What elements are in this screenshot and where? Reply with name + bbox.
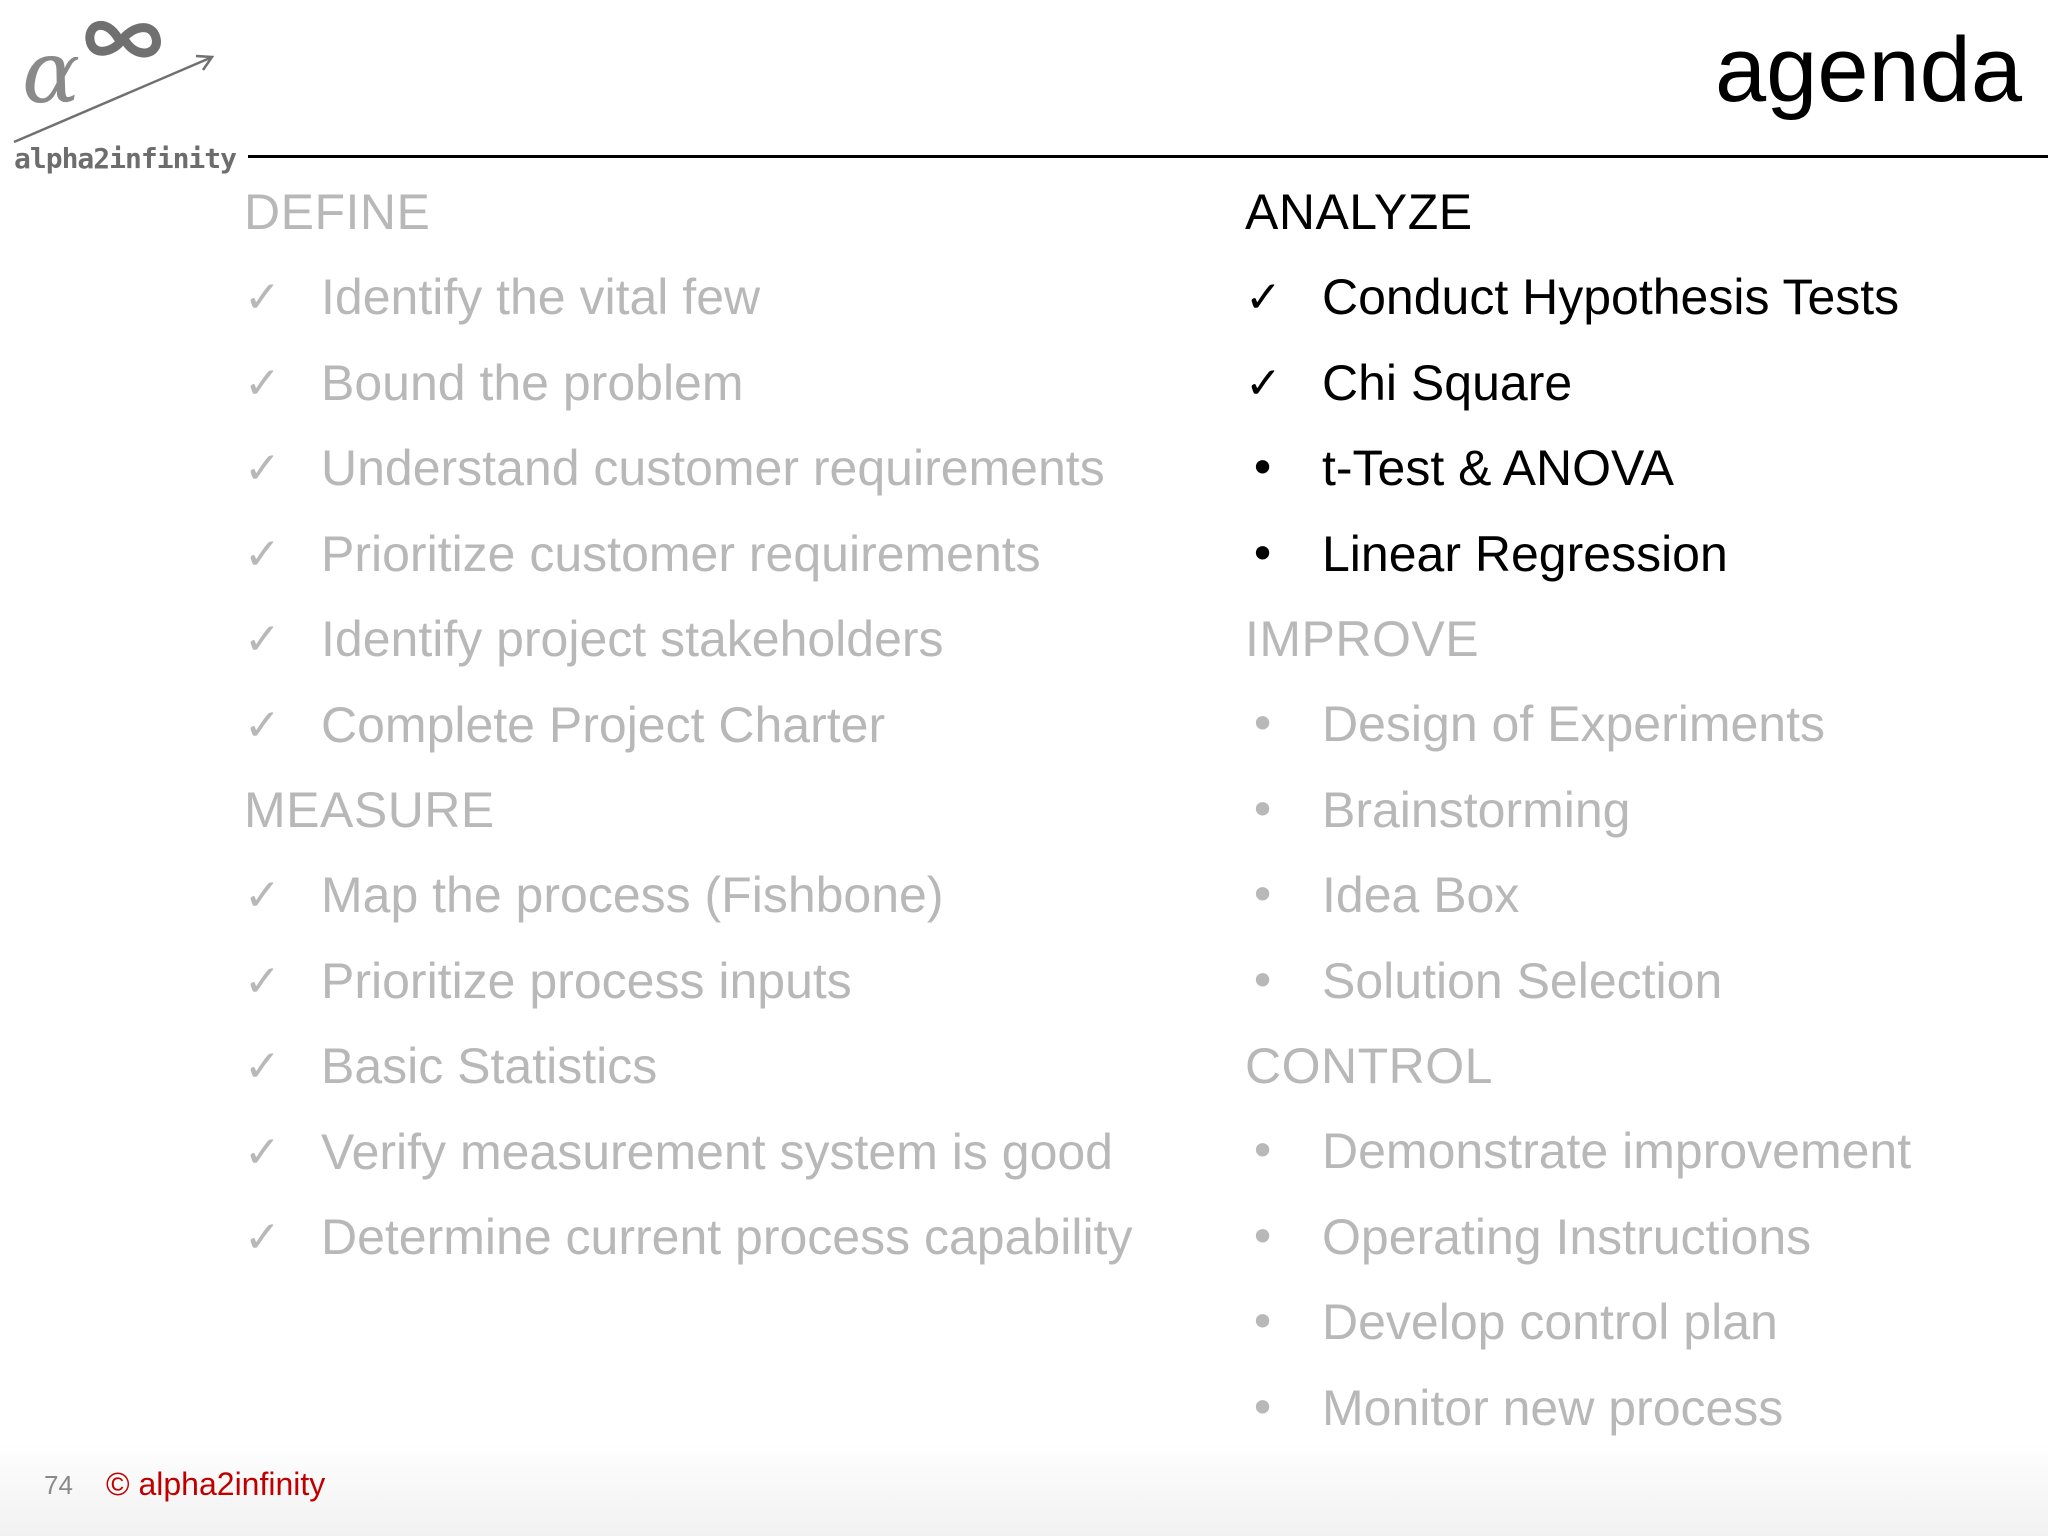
right-column xyxy=(1245,170,2035,1451)
agenda-item xyxy=(244,939,1244,1025)
agenda-item xyxy=(244,1195,1244,1281)
agenda-item-label: Conduct Hypothesis Tests xyxy=(1322,269,1900,325)
agenda-item xyxy=(1245,768,2035,854)
agenda-item-label: Linear Regression xyxy=(1322,525,1728,582)
section-heading: CONTROL xyxy=(1245,1038,1493,1094)
alpha-infinity-logo-icon xyxy=(10,10,220,150)
checkmark-icon: ✓ xyxy=(244,443,281,494)
agenda-item-label: t-Test & ANOVA xyxy=(1322,440,1674,496)
agenda-item xyxy=(1245,682,2035,768)
copyright-notice: © alpha2infinity xyxy=(106,1466,326,1502)
page-number: 74 xyxy=(44,1470,73,1500)
bullet-icon: • xyxy=(1249,697,1277,751)
checkmark-icon: ✓ xyxy=(244,614,281,665)
agenda-item-label: Develop control plan xyxy=(1322,1294,1778,1350)
section-heading: MEASURE xyxy=(244,782,495,838)
checkmark-icon: ✓ xyxy=(244,870,281,921)
svg-text:α: α xyxy=(22,23,81,123)
agenda-item-label: Basic Statistics xyxy=(321,1038,658,1094)
agenda-item xyxy=(1245,255,2035,341)
section-heading: IMPROVE xyxy=(1245,611,1480,667)
agenda-item xyxy=(244,512,1244,598)
checkmark-icon: ✓ xyxy=(1245,357,1282,409)
checkmark-icon: ✓ xyxy=(244,357,281,409)
agenda-item-label: Identify project stakeholders xyxy=(321,611,944,667)
agenda-item xyxy=(1245,426,2035,512)
checkmark-icon: ✓ xyxy=(244,528,281,580)
section-heading: DEFINE xyxy=(244,184,431,240)
section-heading: ANALYZE xyxy=(1245,184,1473,240)
agenda-item-label: Monitor new process xyxy=(1322,1379,1784,1436)
agenda-item xyxy=(244,1110,1244,1196)
agenda-item xyxy=(1245,853,2035,939)
agenda-item xyxy=(244,426,1244,512)
bullet-icon: • xyxy=(1249,441,1277,495)
bullet-icon: • xyxy=(1249,1124,1277,1178)
bullet-icon: • xyxy=(1249,1209,1277,1264)
agenda-item xyxy=(1245,1109,2035,1195)
agenda-item xyxy=(244,597,1244,683)
title-divider xyxy=(248,155,2048,158)
agenda-item xyxy=(1245,939,2035,1025)
agenda-item xyxy=(1245,512,2035,598)
agenda-item-label: Design of Experiments xyxy=(1322,696,1826,752)
agenda-item-label: Demonstrate improvement xyxy=(1322,1123,1912,1179)
brand-logo xyxy=(10,10,237,175)
checkmark-icon: ✓ xyxy=(244,955,281,1007)
agenda-item-label: Brainstorming xyxy=(1322,781,1631,838)
agenda-item-label: Solution Selection xyxy=(1322,952,1723,1009)
agenda-item xyxy=(244,853,1244,939)
checkmark-icon: ✓ xyxy=(244,699,281,751)
agenda-item-label: Determine current process capability xyxy=(321,1209,1133,1265)
bullet-icon: • xyxy=(1249,1380,1277,1435)
checkmark-icon: ✓ xyxy=(244,1041,281,1092)
agenda-item xyxy=(1245,1366,2035,1452)
bullet-icon: • xyxy=(1249,953,1277,1008)
bullet-icon: • xyxy=(1249,1295,1277,1349)
logo-text: alpha2infinity xyxy=(14,142,237,175)
checkmark-icon: ✓ xyxy=(244,1126,281,1178)
bullet-icon: • xyxy=(1249,526,1277,581)
checkmark-icon: ✓ xyxy=(244,1212,281,1263)
agenda-item xyxy=(244,255,1244,341)
agenda-item xyxy=(1245,341,2035,427)
agenda-item xyxy=(244,341,1244,427)
agenda-item xyxy=(244,1024,1244,1110)
checkmark-icon: ✓ xyxy=(244,272,281,323)
agenda-item-label: Operating Instructions xyxy=(1322,1208,1812,1265)
left-column xyxy=(244,170,1244,1281)
page-title: agenda xyxy=(1715,19,2022,121)
agenda-item xyxy=(1245,1280,2035,1366)
agenda-item-label: Chi Square xyxy=(1322,354,1573,411)
checkmark-icon: ✓ xyxy=(1245,272,1282,323)
bullet-icon: • xyxy=(1249,868,1277,922)
agenda-item-label: Prioritize process inputs xyxy=(321,952,852,1009)
agenda-item-label: Understand customer requirements xyxy=(321,440,1105,496)
agenda-item-label: Prioritize customer requirements xyxy=(321,525,1041,582)
agenda-item-label: Map the process (Fishbone) xyxy=(321,867,944,923)
agenda-item-label: Bound the problem xyxy=(321,354,744,411)
agenda-item-label: Identify the vital few xyxy=(321,269,761,325)
agenda-item-label: Verify measurement system is good xyxy=(321,1123,1113,1180)
agenda-item-label: Idea Box xyxy=(1322,867,1520,923)
agenda-item xyxy=(244,683,1244,769)
bullet-icon: • xyxy=(1249,782,1277,837)
agenda-item-label: Complete Project Charter xyxy=(321,696,886,753)
agenda-item xyxy=(1245,1195,2035,1281)
